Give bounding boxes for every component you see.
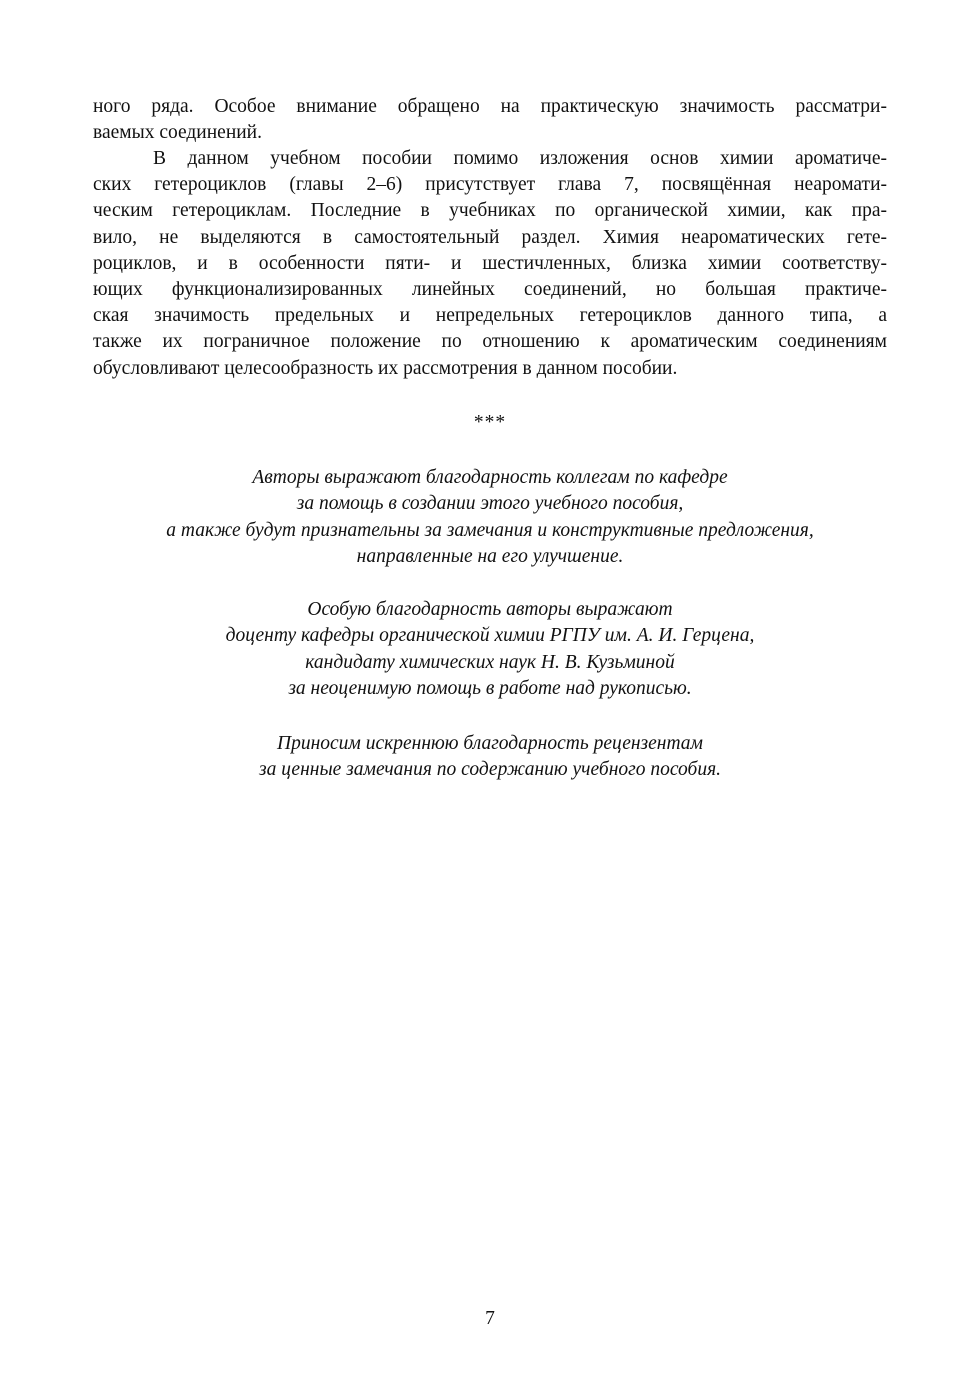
acknowledgement-line: Особую благодарность авторы выражают — [307, 599, 673, 620]
acknowledgement-line: за ценные замечания по содержанию учебного пособия. — [258, 759, 722, 781]
text-line: ного ряда. Особое внимание обращено на практическую значимость рассматри- — [93, 96, 887, 117]
text-line: ская значимость предельных и непредельных гетероциклов данного типа, а — [93, 305, 887, 327]
acknowledgement-line: Приносим искреннюю благодарность рецензентам — [277, 733, 703, 754]
acknowledgement-line: доценту кафедры органической химии РГПУ им. А. И. Герцена, — [225, 625, 755, 647]
text-line: ских гетероциклов (главы 2–6) присутствует глава 7, посвящённая неаромати- — [93, 174, 887, 196]
acknowledgement-colleagues — [0, 465, 980, 571]
text-line: ваемых соединений. — [93, 122, 262, 144]
page-number: 7 — [485, 1308, 495, 1329]
body-paragraph-textbook-contents — [93, 146, 887, 382]
text-line: роциклов, и в особенности пяти- и шестичленных, близка химии соответству- — [93, 252, 887, 274]
text-line: В данном учебном пособии помимо изложения основ химии ароматиче- — [153, 148, 887, 169]
text-line: ческим гетероциклам. Последние в учебниках по органической химии, как пра- — [93, 200, 887, 222]
acknowledgement-reviewers — [0, 731, 980, 784]
acknowledgement-line: за помощь в создании этого учебного пособия, — [296, 493, 684, 515]
text-line: также их пограничное положение по отношению к ароматическим соединениям — [93, 331, 887, 353]
body-paragraph-continuation — [93, 94, 887, 146]
section-separator: *** — [473, 412, 507, 433]
acknowledgement-line: направленные на его улучшение. — [356, 546, 624, 568]
text-line: ющих функционализированных линейных соединений, но большая практиче- — [93, 279, 887, 301]
text-line: вило, не выделяются в самостоятельный раздел. Химия неароматических гете- — [93, 226, 887, 248]
acknowledgement-line: за неоценимую помощь в работе над рукописью. — [288, 678, 692, 700]
acknowledgement-line: Авторы выражают благодарность коллегам по кафедре — [252, 467, 728, 488]
acknowledgement-line: кандидату химических наук Н. В. Кузьминой — [305, 651, 675, 673]
acknowledgement-kuzmina — [0, 597, 980, 703]
acknowledgement-line: а также будут признательны за замечания и конструктивные предложения, — [166, 519, 814, 541]
text-line: обусловливают целесообразность их рассмотрения в данном пособии. — [93, 357, 678, 379]
